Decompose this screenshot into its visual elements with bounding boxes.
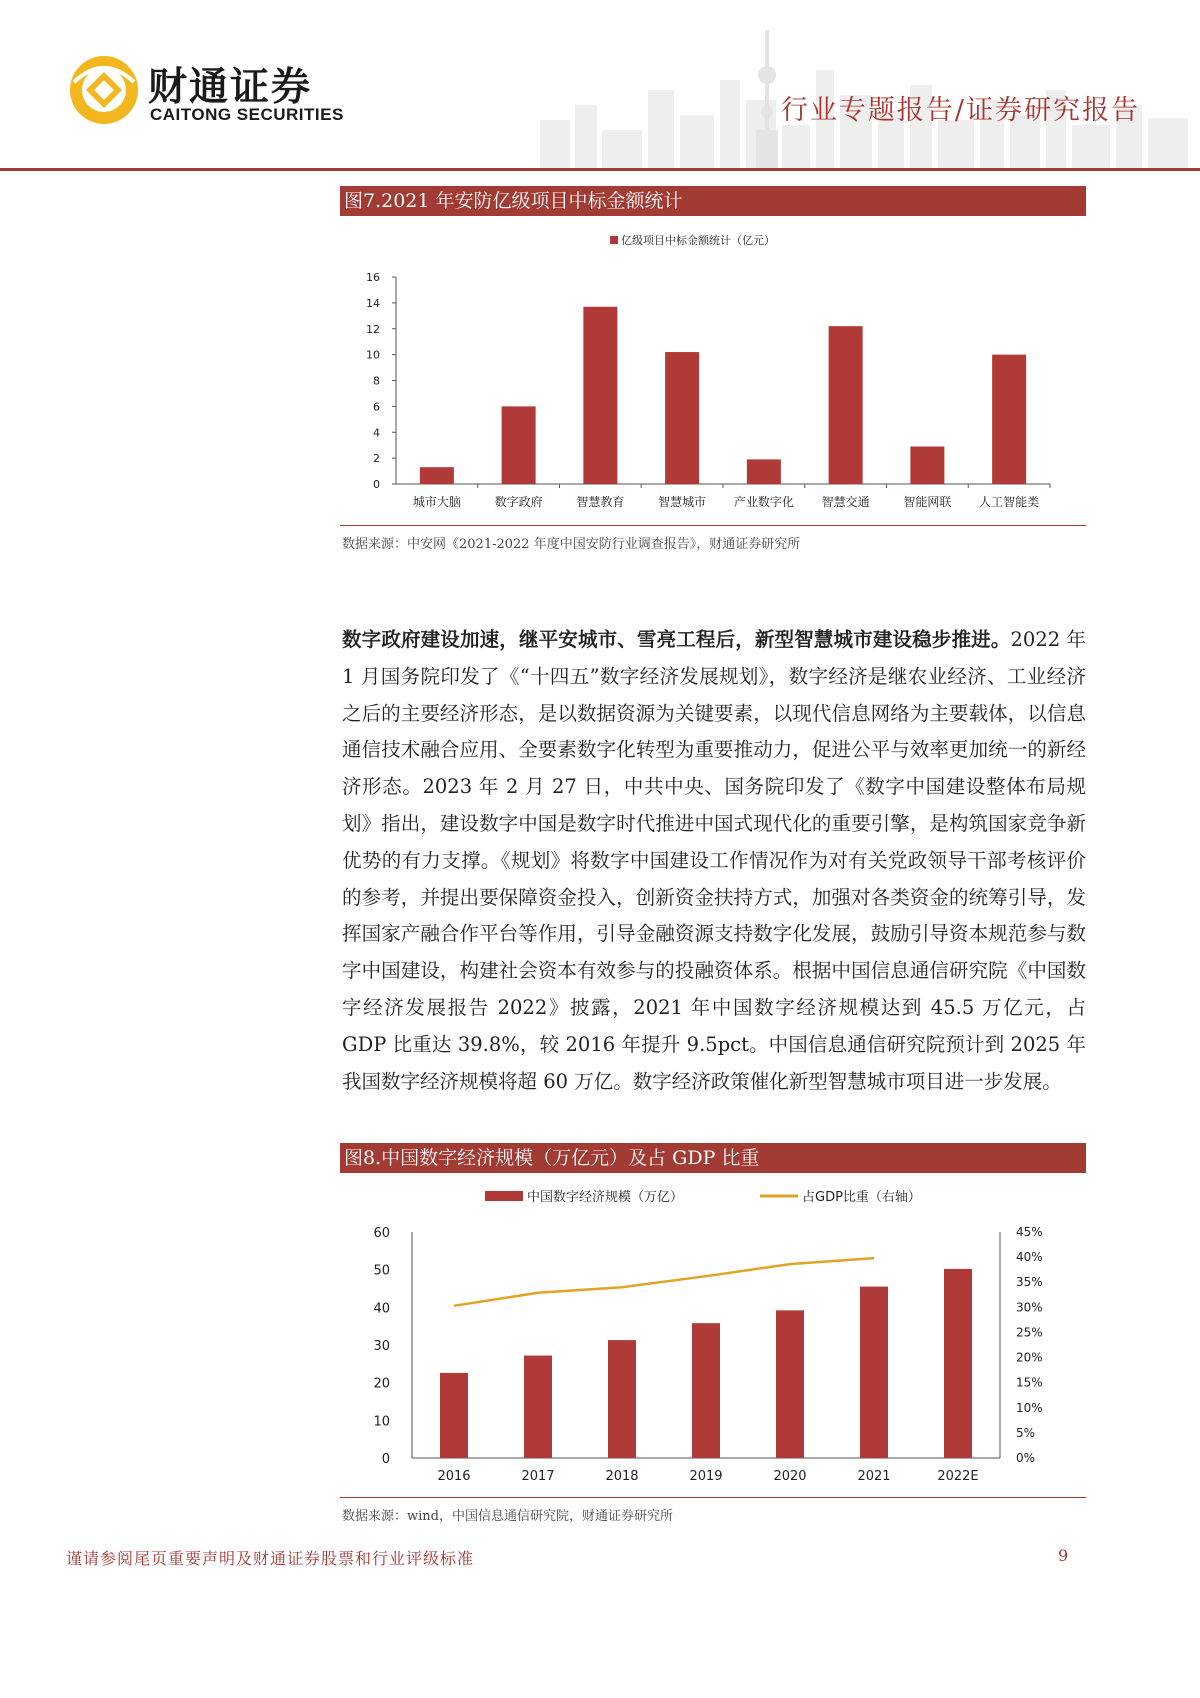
y-right-tick-label: 30% [1016,1300,1043,1315]
x-tick-label: 2022E [937,1469,979,1484]
x-tick-label: 产业数字化 [733,495,794,509]
x-tick-label: 2020 [773,1469,807,1484]
bar [776,1310,804,1458]
legend-line-label: 占GDP比重（右轴） [802,1190,921,1205]
page-number: 9 [1058,1546,1069,1565]
company-name-cn: 财通证券 [148,65,313,110]
x-tick-label: 城市大脑 [412,495,461,509]
report-type: 行业专题报告/证券研究报告 [780,95,1140,126]
y-right-tick-label: 25% [1016,1325,1043,1340]
y-left-tick-label: 40 [373,1301,390,1317]
x-tick-label: 人工智能类 [979,495,1040,509]
bar [829,326,863,484]
body-text: 2022 年 1 月国务院印发了《“十四五”数字经济发展规划》，数字经济是继农业经济、工业经济之后的主要经济形态，是以数据资源为关键要素，以现代信息网络为主要载体，以信息通信技术融合应用、全要素数字化转型为重要推动力，促进公平与效率更加统一的新经济形态。2023 年 2 月 27 日，中共中央、国务院印发了《数字中国建设整体布局规划》指出，建设数字中国是数字时代推进中国式现代化的重要引擎，是构筑国家竞争新优势的有力支撑。《规划》将数字中国建设工作情况作为对有关党政领导干部考核评价的参考，并提出要保障资金投入，创新资金扶持方式，加强对各类资金的统筹引导，发挥国家产融合作平台等作用，引导金融资源支持数字化发展，鼓励引导资本规范参与数字中国建设，构建社会资本有效参与的投融资体系。根据中国信息通信研究院《中国数字经济发展报告 2022》披露，2021 年中国数字经济规模达到 45.5 万亿元，占 GDP 比重达 39.8%，较 2016 年提升 9.5pct。中国信息通信研究院预计到 2025 年我国数字经济规模将超 60 万亿。数字经济政策催化新型智慧城市项目进一步发展。 [342,628,1086,1093]
x-tick-label: 智能网联 [903,495,952,509]
y-left-tick-label: 20 [373,1376,390,1392]
x-tick-label: 2021 [857,1469,891,1484]
x-tick-label: 2019 [689,1469,723,1484]
y-right-tick-label: 40% [1016,1250,1043,1265]
y-left-tick-label: 30 [373,1339,390,1354]
x-tick-label: 2018 [605,1469,639,1484]
gdp-share-line [454,1258,874,1306]
bar [860,1287,888,1458]
body-lead: 数字政府建设加速，继平安城市、雪亮工程后，新型智慧城市建设稳步推进。 [342,628,1011,651]
bar [583,307,617,484]
x-tick-label: 2016 [437,1469,471,1484]
y-left-tick-label: 60 [373,1226,390,1241]
y-right-tick-label: 5% [1016,1425,1036,1440]
y-left-tick-label: 10 [373,1414,390,1430]
y-left-tick-label: 0 [381,1452,390,1467]
y-right-tick-label: 20% [1016,1350,1043,1365]
bar [944,1269,972,1458]
body-paragraph [342,622,1086,1100]
figure7-chart [340,222,1086,522]
y-tick-label: 2 [373,452,380,466]
y-right-tick-label: 10% [1016,1400,1043,1415]
company-name-en: CAITONG SECURITIES [150,105,344,124]
y-right-tick-label: 15% [1016,1375,1043,1390]
figure7-rule [340,525,1086,526]
figure7-svg [340,222,1086,522]
y-tick-label: 10 [366,348,380,362]
bar [608,1340,636,1458]
x-tick-label: 智慧教育 [576,495,625,509]
legend-swatch [610,236,618,244]
header-divider [0,168,1200,171]
x-tick-label: 智慧城市 [658,495,707,509]
figure8-title: 图8.中国数字经济规模（万亿元）及占 GDP 比重 [340,1143,1086,1173]
bar [692,1323,720,1458]
bar [665,352,699,484]
figure8-rule [340,1497,1086,1498]
y-right-tick-label: 35% [1016,1275,1043,1290]
bar [440,1373,468,1458]
y-right-tick-label: 0% [1016,1451,1036,1465]
bar [747,459,781,484]
bar [910,446,944,484]
bar [502,406,536,484]
y-tick-label: 16 [366,271,380,284]
legend-bar-label: 中国数字经济规模（万亿） [527,1190,684,1205]
y-tick-label: 6 [373,400,380,414]
page-header [0,0,1200,172]
figure8-chart [340,1180,1086,1492]
y-tick-label: 8 [373,374,380,388]
figure7-source: 数据来源：中安网《2021-2022 年度中国安防行业调查报告》，财通证券研究所 [342,537,801,552]
y-tick-label: 4 [373,426,380,440]
y-tick-label: 0 [373,478,380,491]
y-tick-label: 12 [366,322,380,336]
figure8-source: 数据来源：wind，中国信息通信研究院，财通证券研究所 [342,1509,673,1524]
footer-disclaimer: 谨请参阅尾页重要声明及财通证券股票和行业评级标准 [66,1549,475,1568]
x-tick-label: 数字政府 [494,495,543,509]
x-tick-label: 智慧交通 [821,495,870,509]
company-logo-icon [66,52,142,128]
x-tick-label: 2017 [521,1469,555,1484]
y-right-tick-label: 45% [1016,1225,1043,1239]
y-tick-label: 14 [366,296,380,310]
legend-bar-swatch [485,1191,523,1201]
figure8-svg [340,1180,1086,1492]
legend-label: 亿级项目中标金额统计（亿元） [621,234,775,247]
y-left-tick-label: 50 [373,1263,390,1279]
bar [420,467,454,484]
bar [524,1356,552,1458]
figure7-title: 图7.2021 年安防亿级项目中标金额统计 [340,186,1086,216]
bar [992,355,1026,484]
